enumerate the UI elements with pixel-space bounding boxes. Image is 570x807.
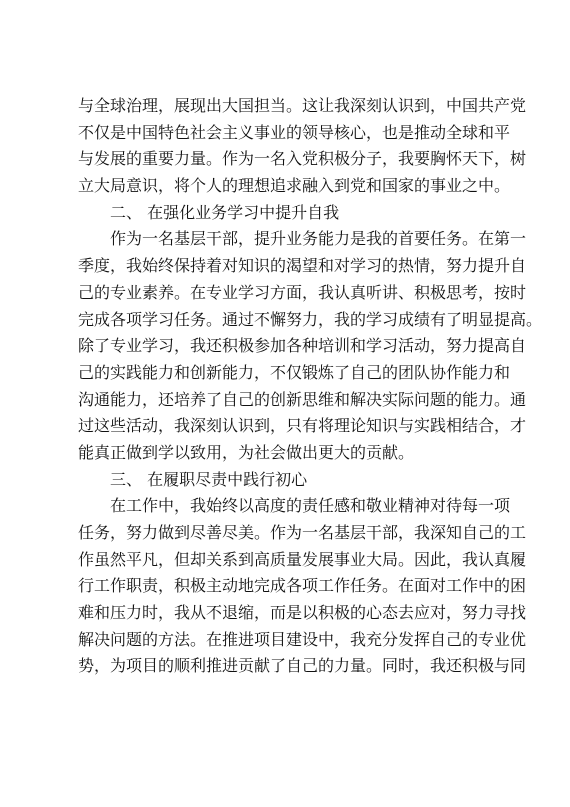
- paragraph-line: 解决问题的方法。在推进项目建设中，我充分发挥自己的专业优: [78, 629, 527, 649]
- paragraph-line: 与发展的重要力量。作为一名入党积极分子，我要胸怀天下，树: [78, 149, 527, 169]
- paragraph-line: 己的专业素养。在专业学习方面，我认真听讲、积极思考，按时: [78, 282, 527, 302]
- section-heading: 二、 在强化业务学习中提升自我: [110, 202, 340, 222]
- document-body: [78, 93, 543, 680]
- paragraph-line: 与全球治理，展现出大国担当。这让我深刻认识到，中国共产党: [78, 96, 527, 115]
- paragraph-line: 行工作职责，积极主动地完成各项工作任务。在面对工作中的困: [78, 576, 527, 596]
- paragraph-line: 势，为项目的顺利推进贡献了自己的力量。同时，我还积极与同: [78, 656, 527, 676]
- paragraph-line: 除了专业学习，我还积极参加各种培训和学习活动，努力提高自: [78, 336, 527, 356]
- paragraph-first-line: 作为一名基层干部，提升业务能力是我的首要任务。在第一: [110, 229, 527, 249]
- paragraph-line: 季度，我始终保持着对知识的渴望和对学习的热情，努力提升自: [78, 256, 527, 276]
- paragraph-line: 难和压力时，我从不退缩，而是以积极的心态去应对，努力寻找: [78, 603, 527, 623]
- paragraph-line: 不仅是中国特色社会主义事业的领导核心，也是推动全球和平: [78, 122, 511, 142]
- paragraph-line: 任务，努力做到尽善尽美。作为一名基层干部，我深知自己的工: [78, 523, 527, 542]
- paragraph-line: 己的实践能力和创新能力，不仅锻炼了自己的团队协作能力和: [78, 362, 511, 382]
- paragraph-first-line: 在工作中，我始终以高度的责任感和敬业精神对待每一项: [110, 496, 511, 516]
- paragraph-line: 能真正做到学以致用，为社会做出更大的贡献。: [78, 442, 415, 462]
- paragraph-line: 作虽然平凡，但却关系到高质量发展事业大局。因此，我认真履: [78, 549, 527, 569]
- paragraph-line: 过这些活动，我深刻认识到，只有将理论知识与实践相结合，才: [78, 416, 527, 436]
- section-heading: 三、 在履职尽责中践行初心: [110, 469, 308, 489]
- paragraph-line: 完成各项学习任务。通过不懈努力，我的学习成绩有了明显提高。: [78, 309, 543, 329]
- paragraph-line: 沟通能力，还培养了自己的创新思维和解决实际问题的能力。通: [78, 389, 527, 409]
- paragraph-line: 立大局意识，将个人的理想追求融入到党和国家的事业之中。: [78, 176, 511, 196]
